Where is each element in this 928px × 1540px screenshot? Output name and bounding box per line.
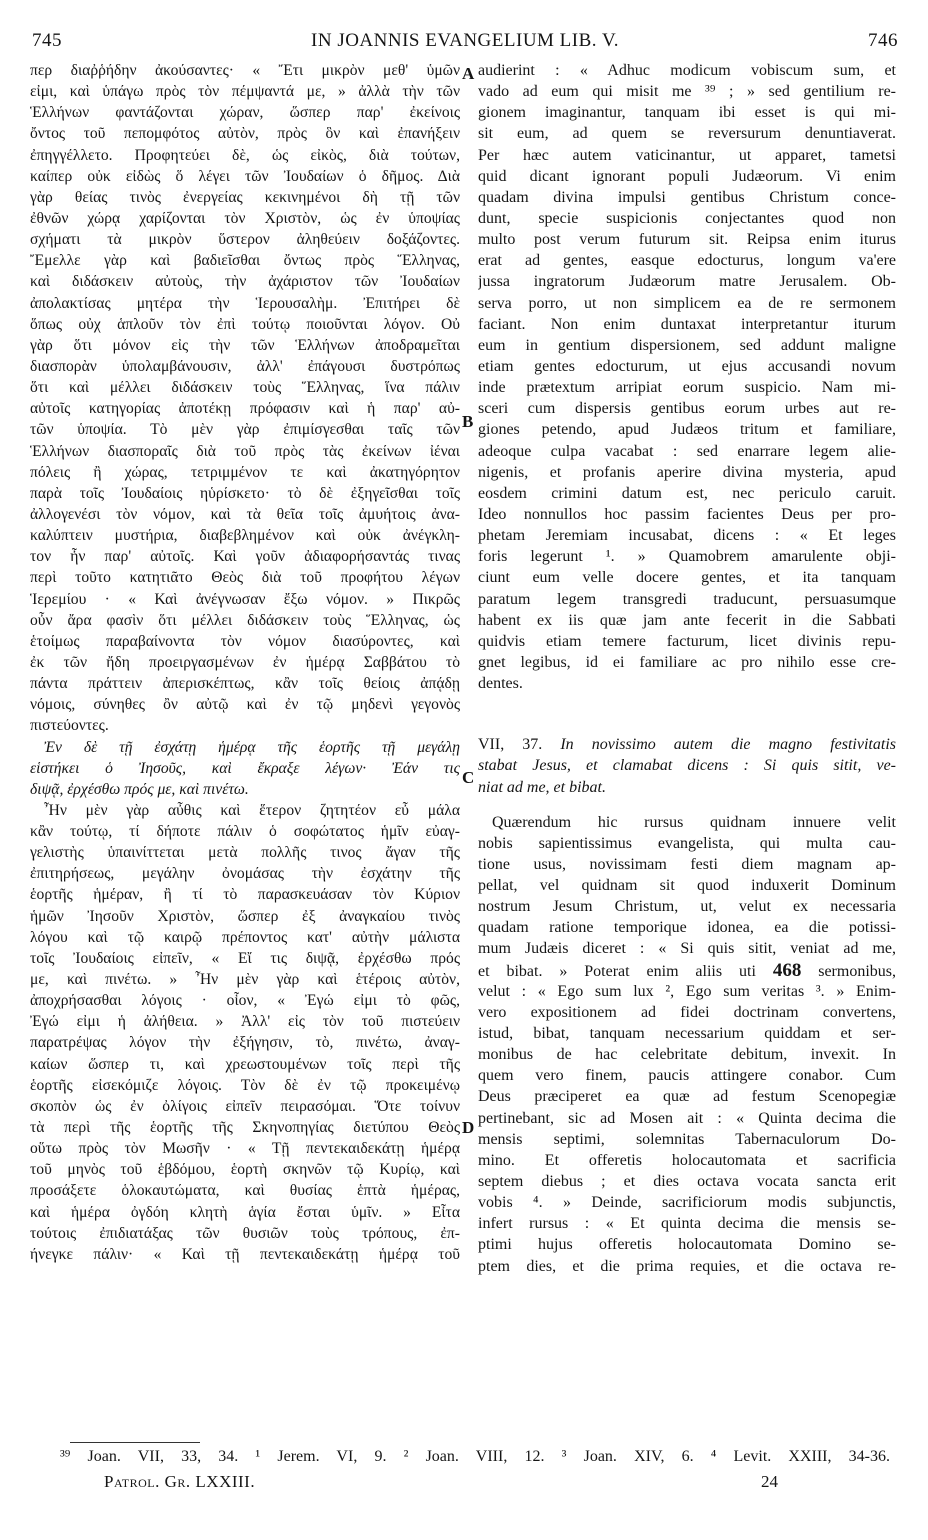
page-number-right: 746 (868, 30, 898, 51)
greek-text-line: σχήματι τὰ μικρὸν ὕστερον ἀληθεύειν δοξάζοντες. (30, 231, 460, 249)
greek-gospel-lemma: Ἐν δὲ τῇ ἐσχάτῃ ἡμέρᾳ τῆς ἑορτῆς τῇ μεγάλῃ (44, 738, 460, 756)
greek-text-line: γελιστὴς ὑπαινίττεται μετὰ πολλῆς τινος ἄγαν τῆς (30, 844, 460, 862)
latin-text-line: istud, bibat, tanquam necessarium quiddam et ser- (478, 1025, 896, 1043)
latin-text-line: quadam ratione temporique idonea, ea die potissi- (478, 919, 896, 937)
margin-mark-a: A (462, 64, 475, 83)
greek-text-line: τοῦ μηνὸς τοῦ ἑβδόμου, ἑορτὴ σκηνῶν τῷ Κυρίῳ, καὶ (30, 1161, 460, 1179)
latin-text-line: dunt, specie suspicionis conjectantes quod non (478, 209, 896, 227)
latin-text-line: multo post verum futurum sit. Reipsa enim iturus (478, 231, 896, 249)
greek-text-line: ἐπηγγέλλετο. Προφητεύει δὲ, ὡς εἰκὸς, διὰ τούτων, (30, 146, 460, 164)
latin-text-line: monibus de hac celebritate debitum, invexit. In (478, 1046, 896, 1064)
greek-text-line: πόλεις ἢ χώρας, τετριμμένον τε καὶ ἀκατηγόρητον (30, 463, 460, 481)
greek-column (30, 60, 460, 1265)
latin-text-line: eum in gentium dispersionem, sed addunt maligne (478, 336, 896, 354)
latin-text-line: serva porro, ut non simplicem ea de re sermonem (478, 294, 896, 312)
page-header (32, 30, 898, 54)
greek-text-line: αὐτοῖς κατηγορίας ἀποτέκῃ πρόφασιν καὶ ἡ παρ' αὐ- (30, 400, 460, 418)
latin-text-line: jussa ingratorum Judæorum matre Jerusalem. Ob- (478, 273, 896, 291)
greek-text-line: με, καὶ πινέτω. » Ἦν μὲν γὰρ καὶ ἑτέροις αὐτὸν, (30, 971, 460, 989)
latin-text-line: gnet legibus, id ei familiare ac pro nihilo esse cre- (478, 653, 896, 671)
greek-text-line: περὶ τοῦτο κατητιᾶτο Θεὸς διὰ τοῦ προφήτου λέγων (30, 569, 460, 587)
greek-text-line: ὅτι καὶ μέλλει διδάσκειν τοὺς Ἕλληνας, ἵνα πάλιν (30, 379, 460, 397)
greek-text-line: καὶ διδάσκειν αὐτοὺς, τὴν ἀχάριστον τῶν Ἰουδαίων (30, 273, 460, 291)
greek-text-line: ὄντος τοῦ πεπομφότος αὐτὸν, πρὸς ὃν καὶ ἐπανήξειν (30, 125, 460, 143)
latin-text-line: nostrum Jesum Christum, ut, velut ex necessaria (478, 898, 896, 916)
latin-text-line: ciunt eum velle docere gentes, et ita tanquam (478, 569, 896, 587)
latin-text-line: mino. Et offeretis holocautomata et sacrificia (478, 1151, 896, 1169)
greek-text-line: ἑτοίμως παραβαίνοντα τὸν νόμον διασύροντες, καὶ (30, 632, 460, 650)
greek-text-line: γὰρ ὅτι μόνον εἰς τὴν τῶν Ἑλλήνων ἀποδραμεῖται (30, 336, 460, 354)
greek-text-line: γὰρ θείας τινὸς ἐνεργείας κεκινημένοι δὴ τῇ τῶν (30, 188, 460, 206)
greek-text-line: λόγου καὶ τῷ καιρῷ πρέποντος κατ' αὐτὴν μάλιστα (30, 928, 460, 946)
greek-text-line: Ἔμελλε γὰρ καὶ βαδιεῖσθαι ὄντως πρὸς Ἕλληνας, (30, 252, 460, 270)
latin-text-line: nigenis, et profanis aperire divina mysteria, apud (478, 463, 896, 481)
page-footer (104, 1472, 778, 1496)
greek-text-line: εἰμι, καὶ ὑπάγω πρὸς τὸν πέμψαντά με, » ἀλλὰ τὴν τῶν (30, 83, 460, 101)
greek-text-line: τῶν ὑποψία. Τὸ μὲν γὰρ ἐπιμίσγεσθαι ταῖς τῶν (30, 421, 460, 439)
greek-text-line: κἂν τούτῳ, τί δήποτε πάλιν ὁ σοφώτατος ἡμῖν εὐαγ- (30, 823, 460, 841)
latin-text-line: vado ad eum qui misit me ³⁹ ; » sed gentilium re- (478, 83, 896, 101)
latin-text-line: paratum legem transgredi traducunt, persuasumque (478, 590, 896, 608)
latin-text-line: gionem imaginantur, tanquam ibi esset is qui mi- (478, 104, 896, 122)
greek-text-line: ἐπιτηρήσεως, μεγάλην ὀνομάσας τὴν ἐσχάτην τῆς (30, 865, 460, 883)
page-number-left: 745 (32, 30, 62, 51)
latin-text-line: vero expositionem ad fidei doctrinam convertens, (478, 1003, 896, 1021)
latin-text-line: quid dicant ignorant populi Judæorum. Vi enim (478, 167, 896, 185)
greek-text-line: παρατρέψας λόγον τὴν ἐξήγησιν, τὸ, πινέτω, ἀναγ- (30, 1034, 460, 1052)
greek-text-line: ἀποχρήσασθαι λόγοις · οἷον, « Ἐγώ εἰμι τὸ φῶς, (30, 992, 460, 1010)
latin-text-line: inde prætextum arripiat eorum suspicio. Nam mi- (478, 379, 896, 397)
latin-text-line: eosdem crimini datum est, nec periculo caruit. (478, 484, 896, 502)
latin-text-line: pertinebant, sic ad Mosen ait : « Quinta decima die (478, 1109, 896, 1127)
latin-text-line: Quærendum hic rursus quidnam innuere velit (492, 813, 896, 831)
latin-text-line: sceri cum dispersis gentibus eorum urbes aut re- (478, 400, 896, 418)
greek-text-line: ἡμῶν Ἰησοῦν Χριστὸν, ὥσπερ ἐξ ἀναγκαίου τινὸς (30, 907, 460, 925)
greek-text-line: τὰ περὶ τῆς ἑορτῆς τῆς Σκηνοπηγίας διετύπου Θεὸς (30, 1119, 460, 1137)
latin-text-line: sit eum, ad quem se reversurum denuntiaverat. (478, 125, 896, 143)
latin-text-line: pellat, vel quidnam sit quod induxerit Dominum (478, 877, 896, 895)
greek-text-line: καίπερ οὐκ εἰδὼς ὅ λέγει τῶν Ἰουδαίων ὁ δῆμος. Διὰ (30, 167, 460, 185)
latin-text-line: quem vero finem, paucis attingere conabor. Cum (478, 1067, 896, 1085)
latin-gospel-lemma: stabat Jesus, et clamabat dicens : Si quis sitit, ve- (478, 757, 896, 775)
greek-text-line: παρὰ τοῖς Ἰουδαίοις ηὑρίσκετο· τὸ δὲ ἐξηγεῖσθαι τοῖς (30, 484, 460, 502)
latin-gospel-lemma: VII, 37. In novissimo autem die magno festivitatis (478, 736, 896, 754)
greek-text-line: τοῖς Ἰουδαίοις εἰπεῖν, « Εἴ τις διψᾷ, ἐρχέσθω πρός (30, 949, 460, 967)
latin-text-line: Ideo nonnullos hoc passim facientes Deus per pro- (478, 505, 896, 523)
greek-text-line: ἐκ τῶν ἤδη προειργασμένων ἐν ἡμέρᾳ Σαββάτου τὸ (30, 653, 460, 671)
greek-text-line: τούτοις ἐπιδιατάξας τῶν θυσιῶν τοὺς τρόπους, ἐπ- (30, 1224, 460, 1242)
greek-text-line: ἀπολακτίσας μητέρα τὴν Ἱερουσαλὴμ. Ἐπιτήρει δὲ (30, 294, 460, 312)
footnotes: ³⁹ Joan. VII, 33, 34. ¹ Jerem. VI, 9. ² Joan. VIII, 12. ³ Joan. XIV, 6. ⁴ Levit. XXIII, 34-36. (60, 1448, 890, 1465)
greek-text-line: οὕτω πρὸς τὸν Μωσῆν · « Τῇ πεντεκαιδεκάτῃ ἡμέρᾳ (30, 1140, 460, 1158)
greek-text-line: πάντα πράττειν ἀπερισκέπτως, κἂν τοῖς θείοις ἀπᾴδῃ (30, 675, 460, 693)
greek-text-line: ὅπως οὐχ ἁπλοῦν τὸν ἐπὶ τούτῳ ποιοῦνται λόγον. Οὐ (30, 315, 460, 333)
latin-text-line: mensis septimi, solemnitas Tabernaculorum Do- (478, 1130, 896, 1148)
latin-text-line: et bibat. » Poterat enim aliis uti 468 sermonibus, (478, 959, 896, 981)
running-title: IN JOANNIS EVANGELIUM LIB. V. (311, 30, 619, 51)
greek-text-line: καίων ὥσπερ τι, καὶ χρεωστουμένων τοῖς περὶ τῆς (30, 1055, 460, 1073)
greek-text-line: Ἱερεμίου · « Καὶ ἀνέγνωσαν ἔξω νόμον. » Πικρῶς (30, 590, 460, 608)
margin-mark-c: C (462, 768, 475, 787)
latin-text-line: velut : « Ego sum lux ², Ego sum veritas ³. » Enim- (478, 982, 896, 1000)
latin-text-line: septem diebus ; et dies octava vocata sancta erit (478, 1173, 896, 1191)
latin-text-line: foris legerunt ¹. » Quamobrem amarulente obji- (478, 548, 896, 566)
greek-text-line: τον ἦν παρ' αὐτοῖς. Καὶ γοῦν ἀδιαφορήσαντάς τινας (30, 548, 460, 566)
latin-text-line: quidvis etiam temere facturum, licet divinis repu- (478, 632, 896, 650)
margin-mark-b: B (462, 412, 474, 431)
margin-mark-d: D (462, 1118, 475, 1137)
latin-text-line: mum Judæis diceret : « Si quis sitit, veniat ad me, (478, 940, 896, 958)
verse-reference: VII, 37. (478, 736, 543, 754)
greek-text-line: Ἐγώ εἰμι ἡ ἀλήθεια. » Ἀλλ' εἰς τὸν τοῦ πιστεύειν (30, 1013, 460, 1031)
greek-text-line: ήνεγκε πάλιν· « Καὶ τῇ πεντεκαιδεκάτῃ ἡμέρᾳ τοῦ (30, 1245, 460, 1263)
latin-text-line: dentes. (478, 675, 523, 693)
latin-text-line: etiam gentes edocturum, ut ejus accusandi novum (478, 357, 896, 375)
greek-text-line: ἐθνῶν χώρᾳ χαρίζονται τὸν Χριστὸν, ὡς ἐν ὑποψίας (30, 209, 460, 227)
signature-number: 24 (761, 1472, 778, 1491)
latin-column (478, 60, 896, 1277)
volume-label: Patrol. Gr. LXXIII. (104, 1472, 256, 1491)
latin-text-line: Deus præciperet ea quæ ad festum Scenopegiæ (478, 1088, 896, 1106)
greek-text-line: νόμοις, σύνηθες ὂν αὐτῷ καὶ ἐν τῷ μηδενὶ γεγονὸς (30, 696, 460, 714)
greek-text-line: Ἦν μὲν γὰρ αὖθις καὶ ἕτερον ζητητέον εὖ μάλα (44, 801, 460, 819)
latin-text-line: vobis ⁴. » Deinde, sacrificiorum modis subjunctis, (478, 1194, 896, 1212)
latin-text-line: erat ad gentes, easque edocturus, longum va'ere (478, 252, 896, 270)
greek-gospel-lemma: διψᾷ, ἐρχέσθω πρός με, καὶ πινέτω. (30, 780, 249, 798)
greek-gospel-lemma: εἱστήκει ὁ Ἰησοῦς, καὶ ἔκραξε λέγων· Ἐάν τις (30, 759, 460, 777)
greek-text-line: Ἑλλήνων φαντάζονται χώραν, ὥσπερ παρ' ἐκείνοις (30, 104, 460, 122)
greek-text-line: Ἑλλήνων διασποραῖς διὰ τοῦ πρὸς τὰς ἐκείνων ἰέναι (30, 442, 460, 460)
greek-text-line: προσάξετε ὁλοκαυτώματα, καὶ θυσίας ἑπτὰ ἡμέρας, (30, 1182, 460, 1200)
greek-text-line: σκοπὸν ὡς ἐν ὀλίγοις εἰπεῖν πειρασόμαι. Ὅτε τοίνυν (30, 1097, 460, 1115)
latin-text-line: habent ex iis quæ jam ante fecerit in die Sabbati (478, 611, 896, 629)
greek-text-line: καὶ ἡμέρα ὀγδόη κλητὴ ἁγία ἔσται ὑμῖν. » Εἶτα (30, 1203, 460, 1221)
latin-text-line: tione usus, novissimam festi diem magnam ap- (478, 855, 896, 873)
latin-text-line: giones petendo, apud Judæos tritum et familiare, (478, 421, 896, 439)
latin-text-line: infert rursus : « Et quinta decima die mensis se- (478, 1215, 896, 1233)
greek-text-line: οὖν ἄρα φασὶν ὅτι μέλλει διδάσκειν τοὺς Ἕλληνας, ὡς (30, 611, 460, 629)
greek-text-line: περ διαῤῥήδην ἀκούσαντες· « Ἔτι μικρὸν μεθ' ὑμῶν (30, 62, 460, 79)
latin-text-line: nobis sapientissimus evangelista, qui multa cau- (478, 834, 896, 852)
latin-gospel-lemma: niat ad me, et bibat. (478, 778, 606, 796)
latin-text-line: adeoque culpa vacabat : sed enarrare legem alie- (478, 442, 896, 460)
greek-text-line: ἑορτῆς εἰσεκόμιζε λόγοις. Τὸν δὲ ἐν τῷ προκειμένῳ (30, 1076, 460, 1094)
latin-text-line: ptimi hujus offeretis holocautomata Domino se- (478, 1236, 896, 1254)
latin-text-line: Per hæc autem vaticinantur, ut apparet, tametsi (478, 146, 896, 164)
greek-text-line: ἑορτῆς ἡμέραν, ἢ τί τὸ παρασκευάσαν τὸν Κύριον (30, 886, 460, 904)
column-number: 468 (772, 959, 802, 981)
greek-text-line: πιστεύοντες. (30, 717, 109, 735)
latin-text-line: audierint : « Adhuc modicum vobiscum sum, et (478, 62, 896, 79)
greek-text-line: ἀλλογενέσι τὸν νόμον, καὶ τὰ θεῖα τοῖς ἀμυήτοις ἀνα- (30, 505, 460, 523)
latin-text-line: faciant. Non enim duntaxat interpretantur iturum (478, 315, 896, 333)
latin-text-line: phetam Jeremiam incusabat, dicens : « Et leges (478, 527, 896, 545)
footnote-rule (70, 1442, 200, 1443)
latin-text-line: ptem dies, et die prima requies, et die octava re- (478, 1257, 896, 1275)
greek-text-line: καλύπτειν μυστήρια, διαβεβλημένον καὶ οὐκ ἀνέγκλη- (30, 527, 460, 545)
latin-text-line: quadam divina impulsi gentibus Christum conce- (478, 188, 896, 206)
greek-text-line: διασπορὰν ὑπολαμβάνουσιν, ἀλλ' ἐπάγουσι δυστρόπως (30, 357, 460, 375)
